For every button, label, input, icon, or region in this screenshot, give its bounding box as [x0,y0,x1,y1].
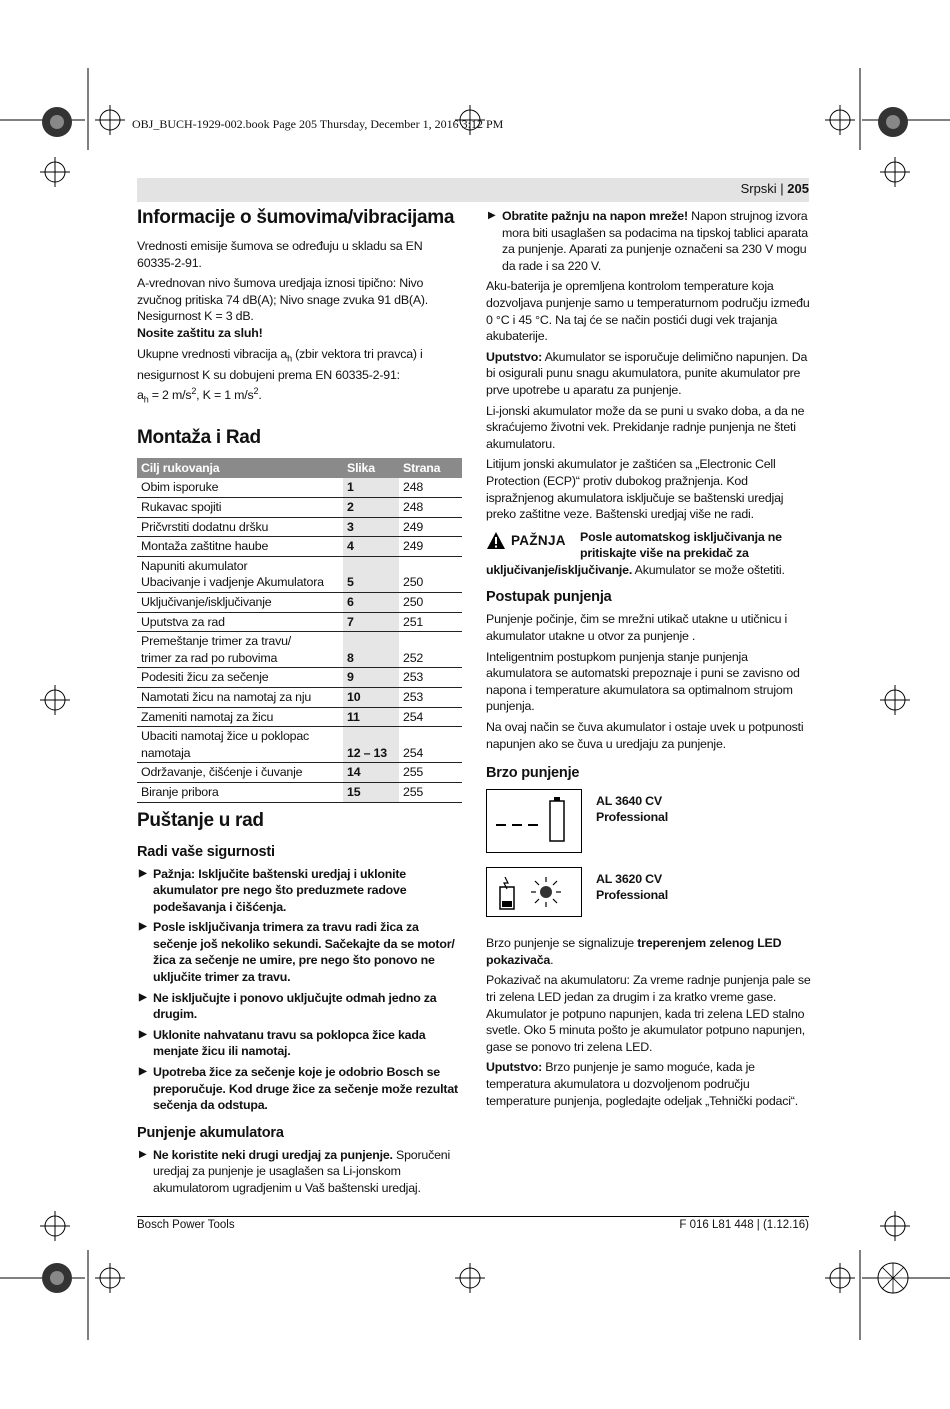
table-row [137,632,462,668]
table-cell-goal: Podesiti žicu za sečenje [137,668,343,688]
storage-paragraph: Na ovaj način se čuva akumulator i ostaje uvek u potpunosti napunjen ako se čuva u uredjaju za punjenje. [486,720,804,751]
table-cell-page: 255 [399,782,462,802]
table-header-page: Strana [399,458,462,478]
ecp-paragraph: Litijum jonski akumulator je zaštićen sa „Electronic Cell Protection (ECP)“ protiv dubokog pražnjenja. Kod ispražnjenog akumulatora isključuje se baštenski uredjaj preko zaštitne veze. Baštenski uredjaj više ne radi. [486,457,784,522]
table-cell-goal: Montaža zaštitne haube [137,537,343,557]
table-cell-goal: Zameniti namotaj za žicu [137,707,343,727]
table-cell-goal: Uputstva za rad [137,612,343,632]
table-cell-page: 249 [399,537,462,557]
table-row [137,727,462,763]
noise-paragraph-2: A-vrednovan nivo šumova uredjaja iznosi tipično: Nivo zvučnog pritiska 74 dB(A); Nivo snage zvuka 91 dB(A). Nesigurnost K = 3 dB. [137,276,429,324]
table-cell-page: 253 [399,668,462,688]
table-cell-figure: 14 [343,763,399,783]
table-cell-goal: Pričvrstiti dodatnu dršku [137,517,343,537]
table-cell-goal: Obim isporuke [137,478,343,497]
table-row [137,517,462,537]
section-title-noise: Informacije o šumovima/vibracijama [137,207,455,228]
note-temperature: Uputstvo: Brzo punjenje je samo moguće, kada je temperatura akumulatora u dozvoljenom području temperature punjenja, pogledajte odeljak „Tehnički podaci“. [486,1060,798,1108]
table-row [137,498,462,518]
table-header-figure: Slika [343,458,399,478]
table-cell-page: 252 [399,632,462,668]
table-cell-figure: 15 [343,782,399,802]
table-row [137,612,462,632]
list-item: ▶ Uklonite nahvatanu travu sa poklopca žice kada menjate žicu ili namotaj. [139,1027,426,1059]
table-cell-figure: 4 [343,537,399,557]
table-row [137,668,462,688]
page-number: Srpski | 205 [740,181,809,196]
note-partial-charge: Uputstvo: Akumulator se isporučuje delimično napunjen. Da bi osigurali punu snagu akumulatora, punite akumulator pre prve upotrebe u aparatu za punjenje. [486,349,808,397]
page-header-bar [137,178,809,202]
assembly-table [137,458,462,802]
table-cell-page: 254 [399,727,462,763]
table-cell-goal: Uključivanje/isključivanje [137,592,343,612]
warning-label: PAŽNJA [511,533,566,548]
safety-bullets [137,866,462,1114]
list-item: ▶ Ne isključujte i ponovo uključujte odmah jedno za drugim. [139,990,437,1022]
table-row [137,763,462,783]
warning-paragraph: Posle automatskog isključivanja ne pritiskajte više na prekidač za uključivanje/isključivanje. Akumulator se može oštetiti. [486,529,785,577]
subsection-safety: Radi vaše sigurnosti [137,843,275,860]
page-number-value: 205 [787,181,809,196]
table-cell-figure: 3 [343,517,399,537]
table-header-row [137,458,462,478]
charger-indicator-icon [486,789,582,853]
table-cell-figure: 2 [343,498,399,518]
hearing-protection-note: Nosite zaštitu za sluh! [137,325,263,340]
table-cell-goal: Rukavac spojiti [137,498,343,518]
table-cell-figure: 5 [343,556,399,592]
led-indicator-paragraph: Pokazivač na akumulatoru: Za vreme radnje punjenja pale se tri zelena LED jedan za drugim i za kratko vreme gase. Akumulator je potpuno napunjen, kada tri zelena LED stalno svetle. Oko 5 minuta pošto je akumulator potpuno napunjen, gase se ponovo tri zelena LED. [486,973,811,1054]
table-cell-figure: 1 [343,478,399,497]
charger-al3620-label: AL 3620 CV Professional [596,872,668,903]
charger-led-icon [486,867,582,917]
table-header-goal: Cilj rukovanja [137,458,343,478]
table-row [137,687,462,707]
subsection-charging: Punjenje akumulatora [137,1124,284,1141]
charger-al3640-label: AL 3640 CV Professional [596,794,668,825]
table-cell-page: 250 [399,556,462,592]
temperature-paragraph: Aku-baterija je opremljena kontrolom temperature koja dozvoljava punjenje samo u temperaturnom području između 0 °C i 45 °C. Na taj će se način postići dugi vek trajanja akubaterije. [486,279,810,344]
table-cell-figure: 10 [343,687,399,707]
footer-right: F 016 L81 448 | (1.12.16) [679,1219,809,1231]
list-item: ▶ Obratite pažnju na napon mreže! Napon strujnog izvora mora biti usaglašen sa podacima na tipskoj tablici aparata za punjenje. Aparati za punjenje označeni sa 230 V mogu da rade i sa 220 V. [488,209,808,273]
charger-al3620 [486,867,812,917]
table-row [137,537,462,557]
table-cell-page: 250 [399,592,462,612]
table-cell-page: 253 [399,687,462,707]
table-cell-goal: Napuniti akumulator Ubacivanje i vadjenje Akumulatora [137,556,343,592]
table-cell-figure: 12 – 13 [343,727,399,763]
table-cell-figure: 7 [343,612,399,632]
table-cell-page: 248 [399,498,462,518]
list-item: ▶ Posle isključivanja trimera za travu radi žica za sečenje još nekoliko sekundi. Sačekajte da se motor/žica za sečenje ne umire, pre nego što ponovo ne uključite trimer za travu. [139,920,455,985]
list-item: ▶ Ne koristite neki drugi uredjaj za punjenje. Sporučeni uredjaj za punjenje je usaglašen sa Li-jonskom akumulatorom ugradjenim u Vaš baštenski uredjaj. [139,1147,451,1195]
charging-start-paragraph: Punjenje počinje, čim se mrežni utikač utakne u utičnicu i akumulator utakne u otvor za punjenje . [486,612,788,644]
table-cell-figure: 11 [343,707,399,727]
table-cell-page: 249 [399,517,462,537]
intelligent-charging-paragraph: Inteligentnim postupkom punjenja stanje punjenja akumulatora se automatski prepoznaje i puni se zavisno od napona i temperature akumulatora sa optimalnom strujom punjenja. [486,649,800,714]
li-ion-paragraph: Li-jonski akumulator može da se puni u svako doba, a da ne skraćujemo životni vek. Prekidanje radnje punjenja ne šteti akumulatoru. [486,403,805,451]
page-label: Srpski [740,181,777,196]
noise-paragraph-1: Vrednosti emisije šumova se određuju u skladu sa EN 60335-2-91. [137,239,423,270]
table-row [137,556,462,592]
table-cell-page: 251 [399,612,462,632]
right-column [486,208,812,1113]
list-item: ▶ Pažnja: Isključite baštenski uredjaj i uklonite akumulator pre nego što preduzmete radove podešavanja i čišćenja. [139,866,407,914]
table-row [137,707,462,727]
table-cell-figure: 8 [343,632,399,668]
section-title-startup: Puštanje u rad [137,809,264,831]
table-cell-goal: Održavanje, čišćenje i čuvanje [137,763,343,783]
table-cell-page: 248 [399,478,462,497]
table-cell-goal: Biranje pribora [137,782,343,802]
table-cell-page: 254 [399,707,462,727]
left-column [137,206,462,1201]
footer-left: Bosch Power Tools [137,1219,235,1231]
table-cell-figure: 9 [343,668,399,688]
table-cell-goal: Premeštanje trimer za travu/ trimer za rad po rubovima [137,632,343,668]
table-row [137,782,462,802]
list-item: ▶ Upotreba žice za sečenje koje je odobrio Bosch se preporučuje. Kod druge žice za sečenje može rezultat sečenja da odstupa. [139,1065,458,1113]
subsection-charging-process: Postupak punjenja [486,589,612,606]
table-cell-goal: Namotati žicu na namotaj za nju [137,687,343,707]
section-title-assembly: Montaža i Rad [137,427,261,449]
subsection-fast-charging: Brzo punjenje [486,765,580,782]
print-header: OBJ_BUCH-1929-002.book Page 205 Thursday, December 1, 2016 3:12 PM [132,117,504,131]
table-cell-goal: Ubaciti namotaj žice u poklopac namotaja [137,727,343,763]
table-row [137,478,462,497]
table-row [137,592,462,612]
table-cell-figure: 6 [343,592,399,612]
charger-al3640 [486,789,812,853]
vibration-paragraph: Ukupne vrednosti vibracija $a_h$ (zbir vektora tri pravca) i nesigurnost K su dobujeni prema EN 60335-2-91: $a_h = 2$ $m/s^2$, K = 1 $m/s^2$. [137,346,423,405]
table-cell-page: 255 [399,763,462,783]
footer-rule [137,1216,809,1217]
fast-charge-signal-paragraph: Brzo punjenje se signalizuje treperenjem zelenog LED pokazivača. [486,936,782,967]
